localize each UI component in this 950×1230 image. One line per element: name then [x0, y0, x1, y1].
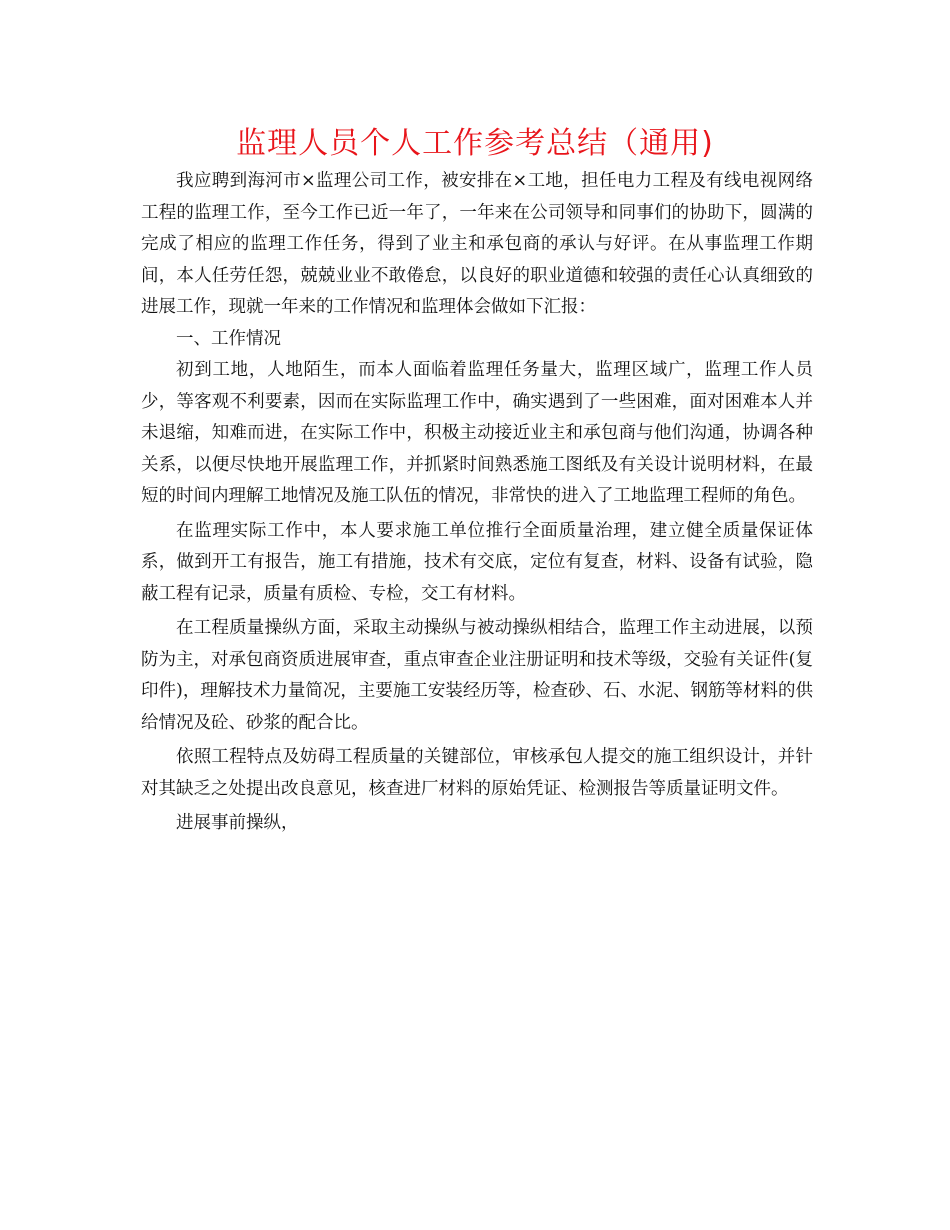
paragraph-quality-system: 在监理实际工作中，本人要求施工单位推行全面质量治理，建立健全质量保证体系，做到开工有报告，施工有措施，技术有交底，定位有复查，材料、设备有试验，隐蔽工程有记录，质量有质检、专检，交工有材料。: [141, 520, 813, 604]
paragraph-advance-control: 进展事前操纵，: [176, 813, 299, 833]
section-heading-work-situation: 一、工作情况: [176, 328, 281, 349]
paragraph-intro: 我应聘到海河市×监理公司工作，被安排在×工地，担任电力工程及有线电视网络工程的监理工作，至今工作已近一年了，一年来在公司领导和同事们的协助下，圆满的完成了相应的监理工作任务，得到了业主和承包商的承认与好评。在从事监理工作期间，本人任劳任怨，兢兢业业不敢倦怠，以良好的职业道德和较强的责任心认真细致的进展工作，现就一年来的工作情况和监理体会做如下汇报：: [141, 171, 813, 317]
paragraph-construction-design-review: 依照工程特点及妨碍工程质量的关键部位，审核承包人提交的施工组织设计，并针对其缺乏之处提出改良意见，核查进厂材料的原始凭证、检测报告等质量证明文件。: [141, 747, 813, 799]
document-body: [141, 166, 813, 840]
document-title: 监理人员个人工作参考总结（通用): [236, 126, 714, 161]
paragraph-arrival: 初到工地，人地陌生，而本人面临着监理任务量大，监理区域广，监理工作人员少，等客观不利要素，因而在实际监理工作中，确实遇到了一些困难，面对困难本人并未退缩，知难而进，在实际工作中，积极主动接近业主和承包商与他们沟通，协调各种关系，以便尽快地开展监理工作，并抓紧时间熟悉施工图纸及有关设计说明材料，在最短的时间内理解工地情况及施工队伍的情况，非常快的进入了工地监理工程师的角色。: [141, 360, 813, 506]
paragraph-quality-control: 在工程质量操纵方面，采取主动操纵与被动操纵相结合，监理工作主动进展，以预防为主，对承包商资质进展审查，重点审查企业注册证明和技术等级，交验有关证件(复印件)，理解技术力量简况，主要施工安装经历等，检查砂、石、水泥、钢筋等材料的供给情况及砼、砂浆的配合比。: [141, 618, 813, 733]
